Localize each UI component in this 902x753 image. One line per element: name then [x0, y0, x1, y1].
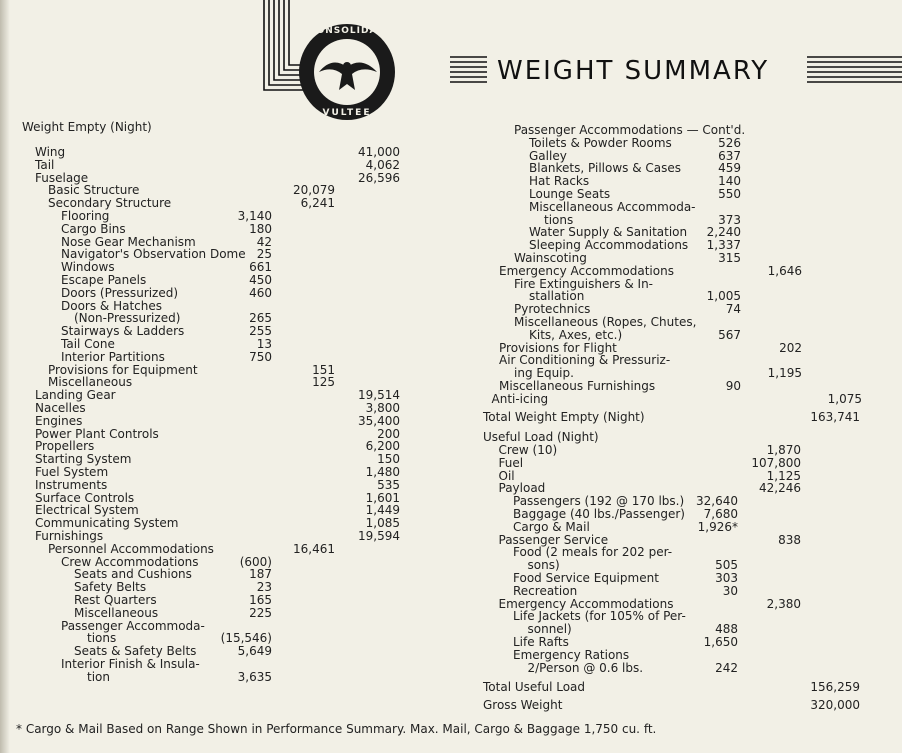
- row-label: stallation: [529, 289, 585, 304]
- row-value-c2: 1,646: [767, 263, 802, 278]
- row-label: Provisions for Flight: [499, 340, 617, 355]
- row-value-c2: 42,246: [759, 481, 801, 496]
- row-label: Wainscoting: [514, 251, 587, 265]
- row-value-c1: 90: [725, 379, 741, 393]
- row-label: tions: [544, 212, 574, 227]
- row-label: Doors (Pressurized): [61, 285, 179, 300]
- row-label: Escape Panels: [61, 273, 147, 287]
- row-label: Emergency Accommodations: [499, 263, 674, 278]
- row-value-c2: 2,380: [766, 596, 801, 611]
- row-value-c3: 26,596: [358, 170, 400, 185]
- row-label: Life Rafts: [513, 635, 569, 649]
- row-value-c3: 150: [377, 452, 400, 467]
- row-label: ing Equip.: [514, 366, 574, 381]
- row-label: Baggage (40 lbs./Passenger): [513, 507, 685, 521]
- row-value-c1: 1,650: [703, 635, 738, 649]
- row-value-c3: 535: [377, 477, 400, 492]
- row-value-c2: 20,079: [293, 183, 335, 198]
- row-label: Engines: [35, 413, 83, 428]
- gross-weight-label: Gross Weight: [483, 698, 563, 712]
- row-value-c3: 19,594: [358, 529, 400, 543]
- row-value-c1: 450: [249, 273, 272, 287]
- useful-load-title: Useful Load (Night): [483, 430, 599, 444]
- row-label: Basic Structure: [48, 183, 140, 198]
- row-label: Oil: [498, 468, 515, 483]
- row-value-c1: 42: [256, 234, 272, 249]
- row-label: Passenger Accommoda-: [61, 618, 205, 633]
- row-label: Safety Belts: [74, 580, 147, 595]
- footnote: * Cargo & Mail Based on Range Shown in Performance Summary. Max. Mail, Cargo & Baggage 1,750 cu. ft.: [16, 722, 657, 736]
- row-label: Wing: [35, 145, 66, 159]
- eagle-seal-icon: [297, 22, 400, 122]
- row-label: Sleeping Accommodations: [529, 238, 689, 253]
- row-value-c2: 151: [312, 362, 335, 377]
- row-label: sons): [527, 558, 560, 573]
- row-value-c2: 1,870: [766, 443, 801, 457]
- row-value-c1: 373: [718, 212, 741, 227]
- row-label: Miscellaneous Accommoda-: [529, 199, 696, 214]
- row-value-c1: 30: [722, 583, 738, 598]
- row-label: Doors & Hatches: [61, 298, 163, 313]
- row-label: Personnel Accommodations: [48, 541, 214, 556]
- row-label: Furnishings: [35, 529, 104, 543]
- row-value-c2: 6,241: [300, 196, 335, 211]
- left-section-title: Weight Empty (Night): [22, 120, 152, 134]
- row-label: Miscellaneous: [48, 375, 133, 390]
- row-value-c1: 25: [256, 247, 272, 262]
- logo-bottom-text: VULTEE: [322, 108, 372, 118]
- row-label: Propellers: [35, 439, 95, 454]
- row-value-c3: 200: [377, 426, 400, 441]
- row-value-c2: 16,461: [293, 541, 335, 556]
- row-value-c1: 5,649: [237, 644, 272, 659]
- row-value-c1: 1,005: [706, 289, 741, 304]
- row-value-c1: 567: [718, 327, 741, 342]
- row-label: Payload: [498, 481, 546, 496]
- row-label: Interior Partitions: [61, 349, 165, 364]
- row-label: Crew (10): [498, 443, 558, 457]
- row-value-c1: 2,240: [706, 225, 741, 240]
- row-label: Galley: [529, 148, 567, 163]
- row-label: Passenger Accommodations — Cont'd.: [514, 123, 746, 137]
- row-label: Fuselage: [35, 170, 89, 185]
- row-value-c1: 459: [718, 161, 741, 176]
- row-value-c1: 74: [725, 302, 741, 317]
- row-value-c1: 255: [249, 324, 272, 339]
- row-label: Emergency Rations: [513, 647, 630, 662]
- row-label: Fuel System: [35, 465, 109, 479]
- row-value-c2: 125: [312, 375, 335, 390]
- row-label: Windows: [61, 260, 115, 275]
- row-value-c1: 32,640: [696, 494, 738, 509]
- row-label: Passenger Service: [498, 532, 609, 547]
- row-value-c1: 180: [249, 221, 272, 236]
- total-useful-value: 156,259: [810, 680, 860, 694]
- row-label: Emergency Accommodations: [498, 596, 674, 611]
- consolidated-vultee-logo: [297, 22, 400, 122]
- row-label: Food Service Equipment: [513, 571, 659, 585]
- row-value-c3: 35,400: [358, 413, 400, 428]
- row-label: Hat Racks: [529, 174, 590, 189]
- row-label: Communicating System: [35, 516, 179, 531]
- row-value-c1: 1,337: [706, 238, 741, 253]
- row-value-c1: 23: [256, 580, 272, 595]
- row-value-c3: 1,449: [365, 503, 400, 518]
- row-label: Crew Accommodations: [61, 554, 199, 569]
- row-label: Fuel: [498, 455, 524, 470]
- row-label: Life Jackets (for 105% of Per-: [513, 609, 686, 624]
- row-value-c3: 41,000: [358, 145, 400, 159]
- row-value-c1: 488: [715, 622, 738, 637]
- row-label: Food (2 meals for 202 per-: [513, 545, 673, 560]
- row-label: Toilets & Powder Rooms: [529, 135, 672, 150]
- row-label: Surface Controls: [35, 490, 135, 505]
- row-value-c1: 165: [249, 593, 272, 607]
- row-value-c3: 6,200: [365, 439, 400, 454]
- row-value-c1: 225: [249, 605, 272, 620]
- row-value-c1: (15,546): [220, 631, 272, 646]
- row-value-c1: 140: [718, 174, 741, 189]
- row-value-c1: 13: [256, 337, 272, 351]
- row-label: Rest Quarters: [74, 593, 157, 607]
- row-value-c3: 3,800: [365, 401, 400, 415]
- row-label: Nose Gear Mechanism: [61, 234, 196, 249]
- row-label: Miscellaneous: [74, 605, 159, 620]
- row-value-c3: 1,601: [365, 490, 400, 505]
- logo-top-text: CONSOLIDATED: [309, 26, 400, 36]
- row-value-c1: 242: [715, 660, 738, 675]
- row-value-c1: (600): [239, 554, 272, 569]
- row-value-c1: 3,140: [237, 209, 272, 223]
- row-value-c2: 1,125: [766, 468, 801, 483]
- row-value-c1: 637: [718, 148, 741, 163]
- row-value-c2: 1,195: [767, 366, 802, 381]
- row-value-c2: 838: [778, 532, 801, 547]
- row-label: Seats & Safety Belts: [74, 644, 197, 659]
- row-value-c1: 505: [715, 558, 738, 573]
- row-value-c1: 661: [249, 260, 272, 275]
- row-label: tions: [87, 631, 117, 646]
- row-label: Tail: [35, 157, 55, 172]
- row-label: Interior Finish & Insula-: [61, 657, 200, 671]
- row-value-c1: 265: [249, 311, 272, 326]
- row-label: Nacelles: [35, 401, 86, 415]
- row-value-c3: 4,062: [365, 157, 400, 172]
- row-label: Power Plant Controls: [35, 426, 159, 441]
- row-value-c1: 750: [249, 349, 272, 364]
- row-value-c2: 202: [779, 340, 802, 355]
- row-value-c2: 107,800: [751, 455, 801, 470]
- row-value-c1: 460: [249, 285, 272, 300]
- row-label: Seats and Cushions: [74, 567, 192, 582]
- row-label: Secondary Structure: [48, 196, 172, 211]
- row-label: Electrical System: [35, 503, 139, 518]
- row-label: Miscellaneous (Ropes, Chutes,: [514, 315, 697, 329]
- row-value-c1: 187: [249, 567, 272, 582]
- row-label: 2/Person @ 0.6 lbs.: [527, 660, 644, 675]
- total-empty-label: Total Weight Empty (Night): [483, 410, 645, 424]
- row-label: Landing Gear: [35, 388, 116, 403]
- gross-weight-value: 320,000: [810, 698, 860, 712]
- row-value-c3: 1,085: [365, 516, 400, 531]
- row-value-c1: 315: [718, 251, 741, 265]
- row-label: tion: [87, 669, 110, 684]
- row-label: Cargo Bins: [61, 221, 126, 236]
- row-label: Passengers (192 @ 170 lbs.): [513, 494, 685, 509]
- row-label: Recreation: [513, 583, 578, 598]
- row-label: Fire Extinguishers & In-: [514, 276, 654, 291]
- row-value-c1: 526: [718, 135, 741, 150]
- row-label: Air Conditioning & Pressuriz-: [499, 353, 671, 368]
- row-label: Provisions for Equipment: [48, 362, 198, 377]
- row-value-c1: 303: [715, 571, 738, 585]
- row-label: Cargo & Mail: [513, 519, 590, 534]
- row-label: Starting System: [35, 452, 132, 467]
- page-spine-shadow: [0, 0, 10, 753]
- total-useful-label: Total Useful Load: [483, 680, 586, 694]
- row-value-c3: 1,075: [827, 391, 862, 406]
- row-label: Tail Cone: [61, 337, 115, 351]
- row-label: Flooring: [61, 209, 110, 223]
- row-label: Kits, Axes, etc.): [529, 327, 623, 342]
- row-label: Navigator's Observation Dome: [61, 247, 246, 262]
- row-label: Blankets, Pillows & Cases: [529, 161, 682, 176]
- row-value-c1: 1,926*: [697, 519, 738, 534]
- row-value-c1: 550: [718, 187, 741, 201]
- row-label: Miscellaneous Furnishings: [499, 379, 656, 393]
- row-label: Anti-icing: [491, 391, 549, 406]
- row-label: Lounge Seats: [529, 187, 611, 201]
- row-label: Instruments: [35, 477, 108, 492]
- row-label: Stairways & Ladders: [61, 324, 185, 339]
- row-value-c3: 1,480: [365, 465, 400, 479]
- row-value-c3: 19,514: [358, 388, 400, 403]
- row-label: Pyrotechnics: [514, 302, 591, 317]
- total-empty-value: 163,741: [810, 410, 860, 424]
- row-label: sonnel): [527, 622, 572, 637]
- row-value-c1: 3,635: [237, 669, 272, 684]
- row-label: Water Supply & Sanitation: [529, 225, 688, 240]
- page-title: WEIGHT SUMMARY: [497, 56, 770, 86]
- row-label: (Non-Pressurized): [74, 311, 181, 326]
- row-value-c1: 7,680: [703, 507, 738, 521]
